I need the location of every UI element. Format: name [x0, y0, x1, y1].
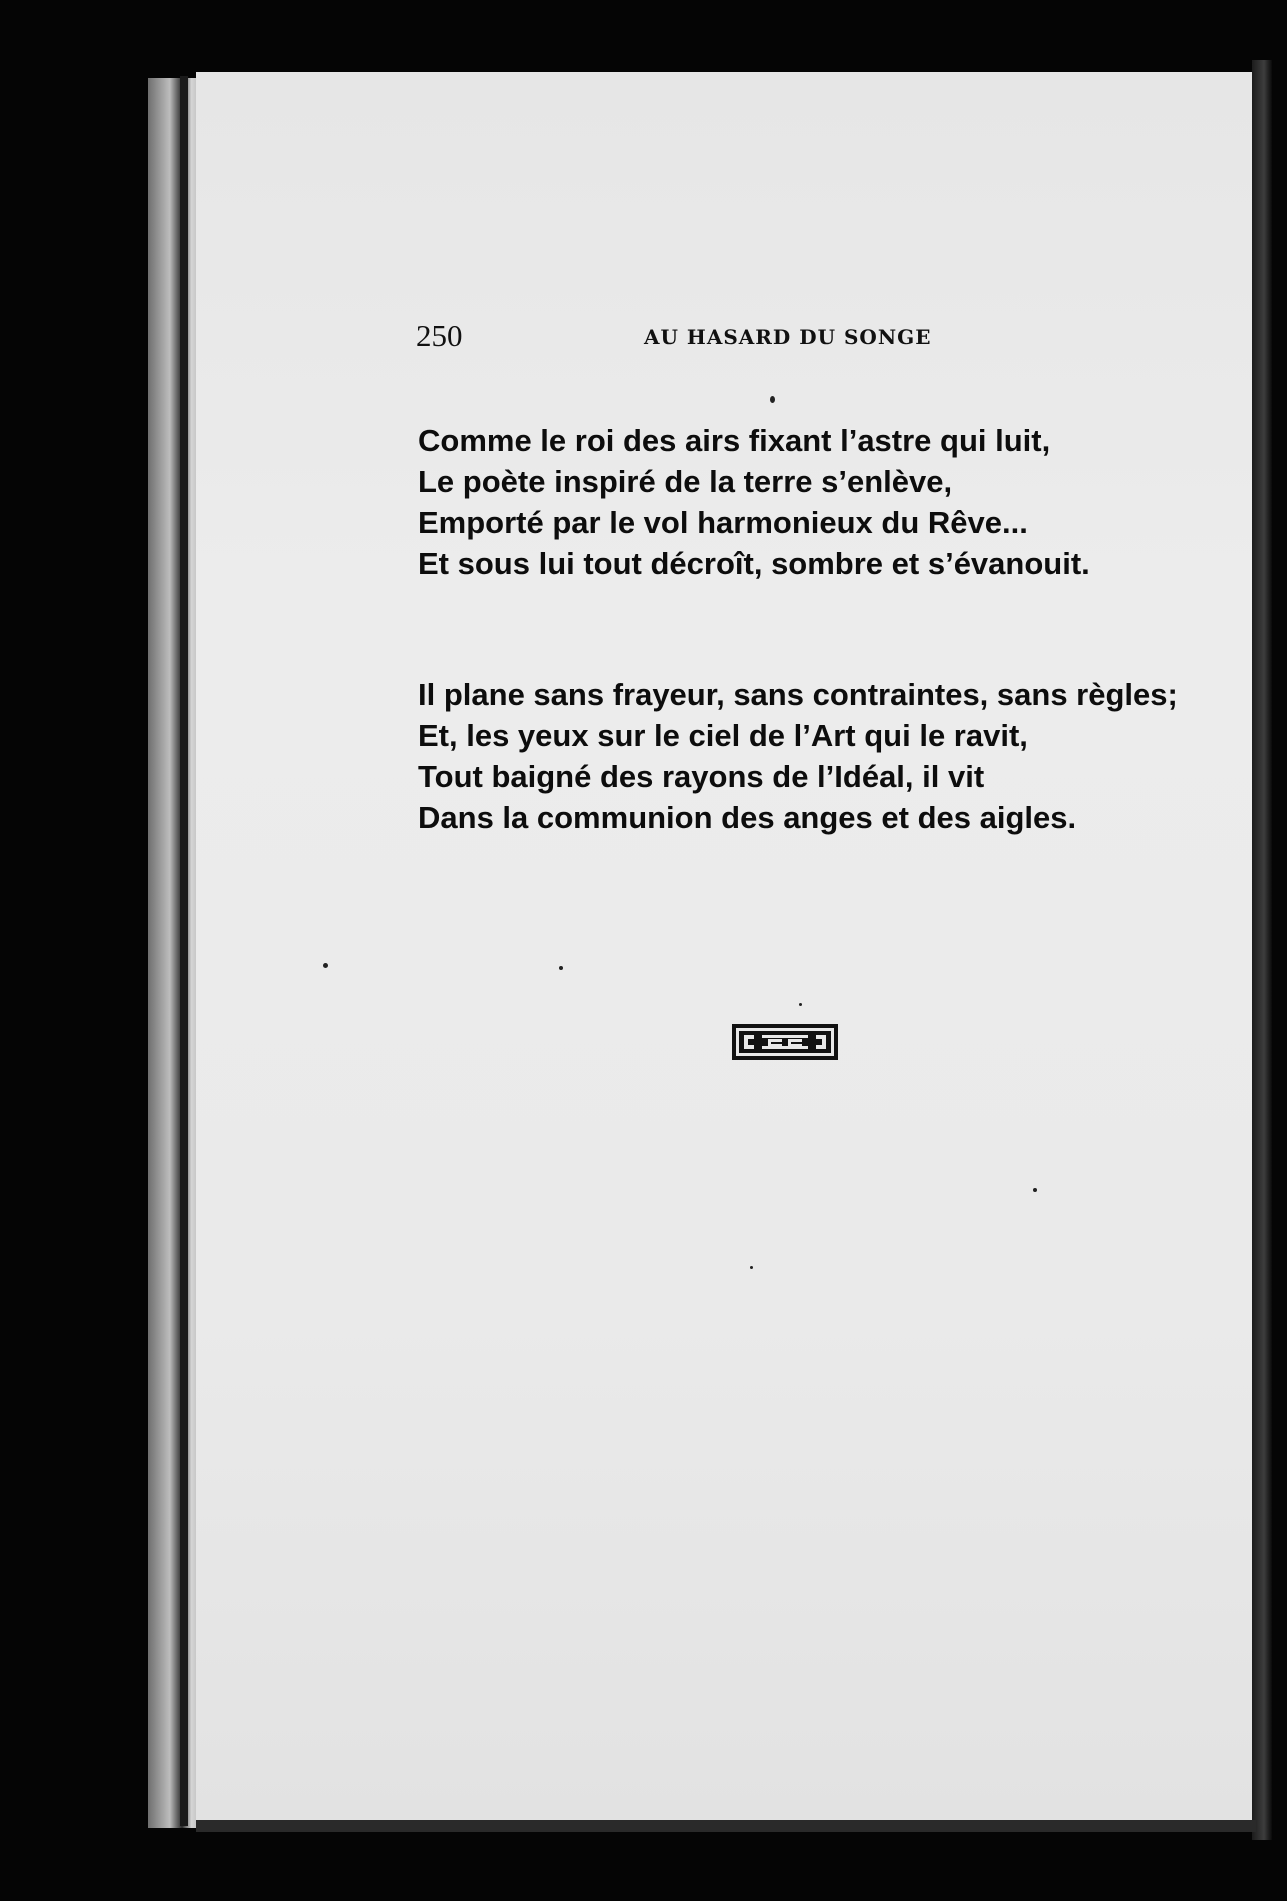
paper-speck	[559, 966, 563, 970]
paper-speck	[323, 963, 328, 968]
stanza-1	[418, 420, 1090, 584]
page-number: 250	[416, 318, 463, 353]
printers-ornament-icon	[732, 1024, 838, 1060]
page-right-edge	[1252, 60, 1272, 1840]
verse-line: Tout baigné des rayons de l’Idéal, il vit	[418, 759, 985, 794]
verse-line: Le poète inspiré de la terre s’enlève,	[418, 464, 953, 499]
paper-speck	[799, 1003, 802, 1006]
book-gutter-shadow	[180, 76, 188, 1826]
verse-line: Emporté par le vol harmonieux du Rêve...	[418, 505, 1028, 540]
paper-speck	[1033, 1188, 1037, 1192]
page-header	[416, 318, 996, 358]
running-title: AU HASARD DU SONGE	[644, 325, 932, 349]
stanza-2	[418, 674, 1178, 838]
verse-line: Et, les yeux sur le ciel de l’Art qui le ravit,	[418, 718, 1028, 753]
page-bottom-edge	[196, 1820, 1256, 1832]
paper-speck	[770, 396, 775, 403]
verse-line: Comme le roi des airs fixant l’astre qui luit,	[418, 423, 1051, 458]
verse-line: Dans la communion des anges et des aigles.	[418, 800, 1077, 835]
verse-line: Et sous lui tout décroît, sombre et s’évanouit.	[418, 546, 1090, 581]
paper-speck	[750, 1266, 753, 1269]
verse-line: Il plane sans frayeur, sans contraintes, sans règles;	[418, 677, 1178, 712]
